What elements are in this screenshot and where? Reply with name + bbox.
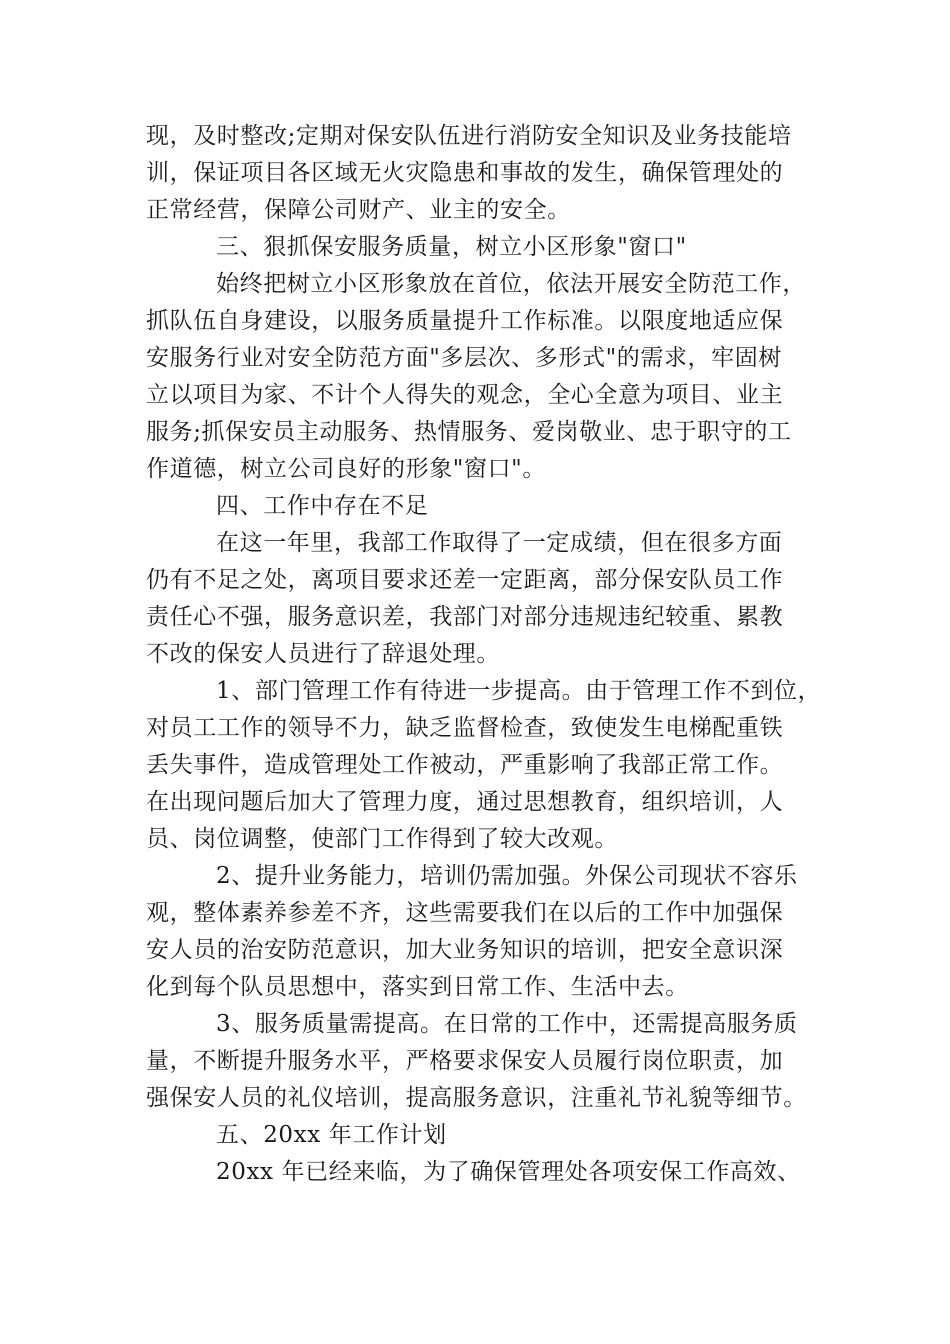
text-line: 丢失事件，造成管理处工作被动，严重影响了我部正常工作。 bbox=[146, 752, 784, 778]
text-line: 量，不断提升服务水平，严格要求保安人员履行岗位职责，加 bbox=[146, 1048, 784, 1074]
text-line: 训，保证项目各区域无火灾隐患和事故的发生，确保管理处的 bbox=[146, 160, 784, 186]
text-line: 观，整体素养参差不齐，这些需要我们在以后的工作中加强保 bbox=[146, 900, 784, 926]
text-line: 20xx 年已经来临，为了确保管理处各项安保工作高效、 bbox=[216, 1159, 801, 1185]
text-line: 安服务行业对安全防范方面"多层次、多形式"的需求，牢固树 bbox=[146, 345, 782, 371]
section-heading: 四、工作中存在不足 bbox=[216, 493, 429, 519]
section-heading: 五、20xx 年工作计划 bbox=[216, 1122, 447, 1148]
text-line: 立以项目为家、不计个人得失的观念，全心全意为项目、业主 bbox=[146, 382, 784, 408]
text-line: 在出现问题后加大了管理力度，通过思想教育，组织培训，人 bbox=[146, 789, 784, 815]
text-line: 现，及时整改;定期对保安队伍进行消防安全知识及业务技能培 bbox=[146, 123, 792, 149]
text-line: 员、岗位调整，使部门工作得到了较大改观。 bbox=[146, 826, 618, 852]
text-line: 不改的保安人员进行了辞退处理。 bbox=[146, 641, 500, 667]
text-line: 2、提升业务能力，培训仍需加强。外保公司现状不容乐 bbox=[216, 863, 798, 889]
text-line: 仍有不足之处，离项目要求还差一定距离，部分保安队员工作 bbox=[146, 567, 784, 593]
text-line: 责任心不强，服务意识差，我部门对部分违规违纪较重、累教 bbox=[146, 604, 784, 630]
text-line: 始终把树立小区形象放在首位，依法开展安全防范工作， bbox=[216, 271, 806, 297]
text-line: 强保安人员的礼仪培训，提高服务意识，注重礼节礼貌等细节。 bbox=[146, 1085, 807, 1111]
text-line: 3、服务质量需提高。在日常的工作中，还需提高服务质 bbox=[216, 1011, 798, 1037]
text-line: 化到每个队员思想中，落实到日常工作、生活中去。 bbox=[146, 974, 689, 1000]
text-line: 正常经营，保障公司财产、业主的安全。 bbox=[146, 197, 571, 223]
text-line: 对员工工作的领导不力，缺乏监督检查，致使发生电梯配重铁 bbox=[146, 715, 784, 741]
text-line: 作道德，树立公司良好的形象"窗口"。 bbox=[146, 456, 546, 482]
text-line: 1、部门管理工作有待进一步提高。由于管理工作不到位， bbox=[216, 678, 822, 704]
text-line: 在这一年里，我部工作取得了一定成绩，但在很多方面 bbox=[216, 530, 783, 556]
section-heading: 三、狠抓保安服务质量，树立小区形象"窗口" bbox=[216, 234, 687, 260]
text-line: 抓队伍自身建设，以服务质量提升工作标准。以限度地适应保 bbox=[146, 308, 784, 334]
text-line: 安人员的治安防范意识，加大业务知识的培训，把安全意识深 bbox=[146, 937, 784, 963]
text-line: 服务;抓保安员主动服务、热情服务、爱岗敬业、忠于职守的工 bbox=[146, 419, 792, 445]
